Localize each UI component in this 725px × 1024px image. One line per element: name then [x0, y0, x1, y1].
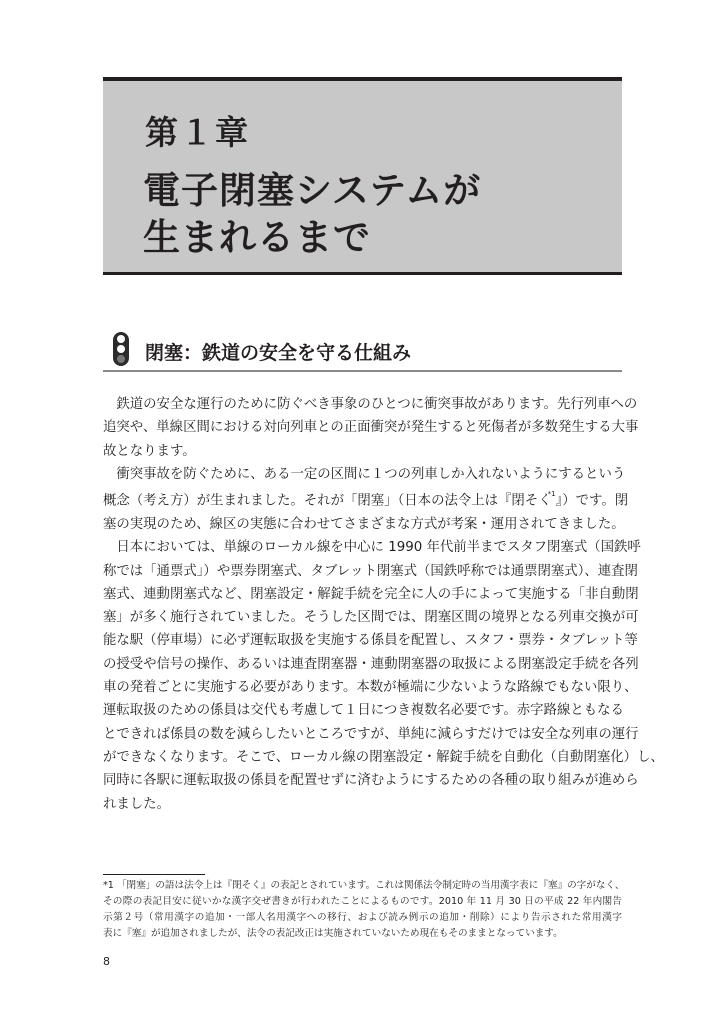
body-line: 同時に各駅に運転取扱の係員を配置せずに済むようにするための各種の取り組みが進めら [103, 773, 639, 789]
footnote-ref[interactable]: *1 [547, 490, 556, 499]
body-line: れました。 [103, 796, 170, 812]
footnote-line: *1 「閉塞」の語は法令上は『閉そく』の表記とされています。これは関係法令制定時の当用漢字表に『塞』の字がなく、 [103, 880, 625, 891]
section-heading [103, 330, 622, 372]
body-line: 鉄道の安全な運行のために防ぐべき事象のひとつに衝突事故があります。先行列車への [103, 397, 638, 412]
body-line: の授受や信号の操作、あるいは連査閉塞器・連動閉塞器の取扱による閉塞設定手続を各列 [103, 656, 639, 672]
chapter-title-line: 電子閉塞システムが [143, 169, 482, 212]
body-text [103, 393, 664, 816]
chapter-title [143, 167, 481, 261]
page-number: 8 [103, 955, 110, 968]
footnote-line: 表に『塞』が追加されましたが、法令の表記改正は実施されていないため現在もそのままとなっています。 [103, 928, 563, 939]
traffic-signal-icon [113, 332, 129, 366]
footnote [103, 878, 625, 942]
footnote-line: その際の表記目安に従いかな漢字交ぜ書きが行われたことによるものです。2010 年 11 月 30 日の平成 22 年内閣告 [103, 896, 622, 907]
body-line: 衝突事故を防ぐために、ある一定の区間に１つの列車しか入れないようにするという [103, 466, 626, 482]
body-line: 塞の実現のため、線区の実態に合わせてさまざまな方式が考案・運用されてきました。 [103, 516, 625, 532]
body-line: とできれば係員の数を減らしたいところですが、単純に減らすだけでは安全な列車の運行 [103, 726, 639, 742]
body-line [103, 486, 629, 513]
body-line: 追突や、単線区間における対向列車との正面衝突が発生すると死傷者が多数発生する大事 [103, 420, 639, 436]
body-line: 日本においては、単線のローカル線を中心に 1990 年代前半までスタフ閉塞式（国鉄呼 [103, 540, 641, 556]
body-line: 塞」が多く施行されていました。そうした区間では、閉塞区間の境界となる列車交換が可 [103, 610, 639, 626]
chapter-title-line: 生まれるまで [143, 216, 371, 259]
chapter-header [103, 77, 622, 275]
footnote-divider [103, 874, 205, 875]
body-line: 車の発着ごとに実施する必要があります。本数が極端に少ないような路線でもない限り、 [103, 680, 638, 696]
body-line: 運転取扱のための係員は交代も考慮して１日につき複数名必要です。赤字路線ともなる [103, 703, 624, 719]
body-line: 故となります。 [103, 443, 196, 459]
body-line-part: 』）です。閉 [555, 493, 629, 509]
chapter-number: 第１章 [145, 113, 250, 152]
body-line: 塞式、連動閉塞式など、閉塞設定・解錠手続を完全に人の手によって実施する「非自動閉 [103, 586, 639, 602]
body-line: 能な駅（停車場）に必ず運転取扱を実施する係員を配置し、スタフ・票券・タブレット等 [103, 633, 638, 649]
section-title: 閉塞：鉄道の安全を守る仕組み [145, 342, 412, 364]
body-line: 称では「通票式」）や票券閉塞式、タブレット閉塞式（国鉄呼称では通票閉塞式）、連査閉 [103, 563, 638, 579]
body-line: ができなくなります。そこで、ローカル線の閉塞設定・解錠手続を自動化（自動閉塞化）し、 [103, 749, 664, 765]
footnote-line: 示第２号（常用漢字の追加・一部人名用漢字への移行、および読み例示の追加・削除）により告示された常用漢字 [103, 912, 622, 923]
body-line-part: 概念（考え方）が生まれました。それが「閉塞」（日本の法令上は『閉そく [103, 493, 552, 509]
